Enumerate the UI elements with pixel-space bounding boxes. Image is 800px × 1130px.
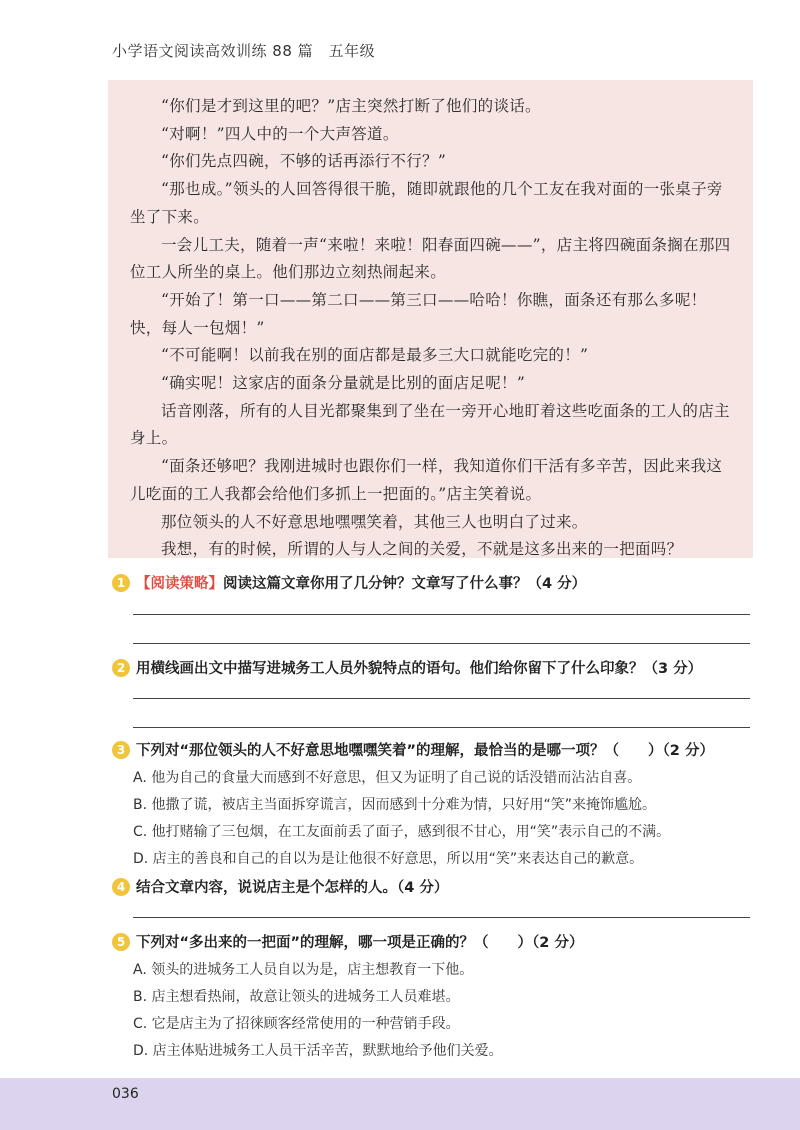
option-d[interactable]: D. 店主的善良和自己的自以为是让他很不好意思，所以用“笑”来表达自己的歉意。 [133, 851, 644, 867]
reading-passage [108, 80, 753, 558]
strategy-tag: 【阅读策略】 [136, 576, 223, 592]
option-b[interactable]: B. 他撒了谎，被店主当面拆穿谎言，因而感到十分难为情，只好用“笑”来掩饰尴尬。 [133, 797, 657, 813]
question-number-badge: 1 [112, 574, 130, 592]
question-2 [112, 657, 702, 678]
question-number-badge: 2 [112, 659, 130, 677]
answer-line[interactable] [133, 727, 750, 728]
passage-paragraph: 我想，有的时候，所谓的人与人之间的关爱，不就是这多出来的一把面吗？ [161, 540, 683, 559]
passage-paragraph: 那位领头的人不好意思地嘿嘿笑着，其他三人也明白了过来。 [161, 512, 588, 531]
passage-paragraph: “那也成。”领头的人回答得很干脆，随即就跟他的几个工友在我对面的一张桌子旁坐了下来。 [130, 180, 723, 226]
answer-line[interactable] [133, 698, 750, 699]
option-a[interactable]: A. 领头的进城务工人员自以为是，店主想教育一下他。 [133, 962, 474, 978]
option-c[interactable]: C. 他打赌输了三包烟，在工友面前丢了面子，感到很不甘心，用“笑”表示自己的不满。 [133, 824, 671, 840]
passage-paragraph: 一会儿工夫，随着一声“来啦！来啦！阳春面四碗——”，店主将四碗面条搁在那四位工人所坐的桌上。他们那边立刻热闹起来。 [130, 235, 731, 282]
question-text: 用横线画出文中描写进城务工人员外貌特点的语句。他们给你留下了什么印象？（3 分） [136, 661, 703, 677]
passage-paragraph: 话音刚落，所有的人目光都聚集到了坐在一旁开心地盯着这些吃面条的工人的店主身上。 [130, 401, 730, 448]
question-number-badge: 4 [112, 878, 130, 896]
question-3 [112, 739, 714, 760]
question-5 [112, 931, 583, 952]
passage-paragraph: “你们是才到这里的吧？”店主突然打断了他们的谈话。 [161, 97, 541, 115]
passage-paragraph: “对啊！”四人中的一个大声答道。 [161, 124, 399, 143]
answer-line[interactable] [133, 917, 750, 918]
answer-line[interactable] [133, 643, 750, 644]
question-text: 下列对“那位领头的人不好意思地嘿嘿笑着”的理解，最恰当的是哪一项？（ ）（2 分） [136, 743, 714, 759]
passage-paragraph: “面条还够吧？我刚进城时也跟你们一样，我知道你们干活有多辛苦，因此来我这儿吃面的工人我都会给他们多抓上一把面的。”店主笑着说。 [130, 457, 723, 503]
option-c[interactable]: C. 它是店主为了招徕顾客经常使用的一种营销手段。 [133, 1016, 460, 1032]
question-number-badge: 3 [112, 741, 130, 759]
passage-paragraph: “你们先点四碗，不够的话再添行不行？” [161, 152, 447, 171]
question-text: 阅读这篇文章你用了几分钟？文章写了什么事？（4 分） [223, 576, 587, 592]
answer-line[interactable] [133, 614, 750, 615]
passage-paragraph: “确实呢！这家店的面条分量就是比别的面店足呢！” [161, 374, 526, 393]
question-text: 结合文章内容，说说店主是个怎样的人。（4 分） [136, 880, 449, 896]
passage-paragraph: “不可能啊！以前我在别的面店都是最多三大口就能吃完的！” [161, 346, 589, 365]
question-4 [112, 876, 448, 897]
question-1 [112, 572, 586, 593]
book-title: 小学语文阅读高效训练 88 篇 五年级 [112, 42, 376, 60]
question-text: 下列对“多出来的一把面”的理解，哪一项是正确的？（ ）（2 分） [136, 935, 584, 951]
page-number: 036 [112, 1086, 139, 1102]
option-b[interactable]: B. 店主想看热闹，故意让领头的进城务工人员难堪。 [133, 989, 460, 1005]
passage-paragraph: “开始了！第一口——第二口——第三口——哈哈！你瞧，面条还有那么多呢！快，每人一包烟！” [130, 290, 707, 337]
question-number-badge: 5 [112, 933, 130, 951]
option-d[interactable]: D. 店主体贴进城务工人员干活辛苦，默默地给予他们关爱。 [133, 1043, 503, 1059]
option-a[interactable]: A. 他为自己的食量大而感到不好意思，但又为证明了自己说的话没错而沾沾自喜。 [133, 770, 642, 786]
